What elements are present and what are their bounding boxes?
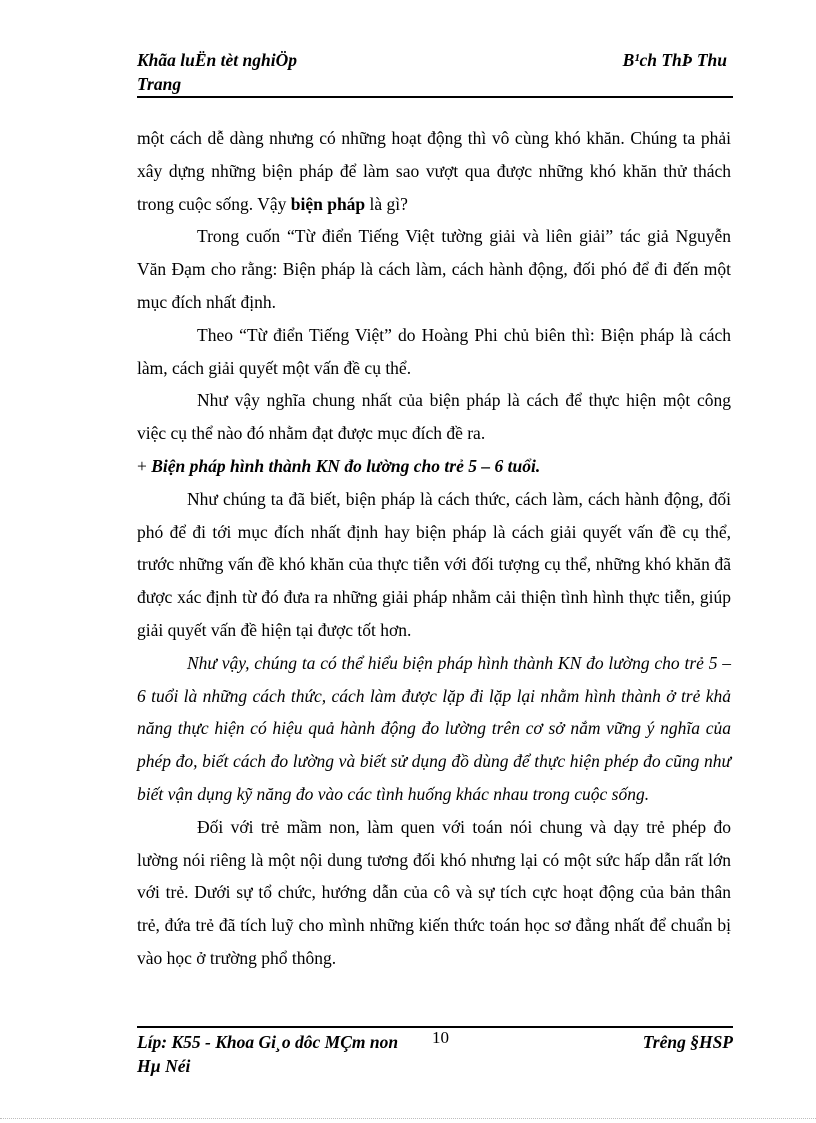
paragraph-1: một cách dễ dàng nhưng có những hoạt động thì vô cùng khó khăn. Chúng ta phải xây dựng những biện pháp để làm sao vượt qua được những khó khăn thử thách trong cuộc sống. Vậy biện pháp là gì? [137, 128, 731, 214]
page-header [137, 48, 733, 98]
body-text [137, 122, 731, 975]
paragraph-3: Theo “Từ điển Tiếng Việt” do Hoàng Phi chủ biên thì: Biện pháp là cách làm, cách giải quyết một vấn đề cụ thể. [137, 324, 731, 378]
paragraph-2: Trong cuốn “Từ điển Tiếng Việt tường giải và liên giải” tác giả Nguyễn Văn Đạm cho rằng: Biện pháp là cách làm, cách hành động, đối phó để đi đến một mục đích nhất định. [137, 226, 731, 312]
paragraph-4: Như vậy nghĩa chung nhất của biện pháp là cách để thực hiện một công việc cụ thể nào đó nhằm đạt được mục đích đề ra. [137, 390, 731, 444]
paragraph-6-italic: Như vậy, chúng ta có thể hiểu biện pháp hình thành KN đo lường cho trẻ 5 – 6 tuổi là những cách thức, cách làm được lặp đi lặp lại nhằm hình thành ở trẻ khả năng thực hiện có hiệu quả hành động đo lường trên cơ sở nắm vững ý nghĩa của phép đo, biết cách đo lường và biết sử dụng đồ dùng để thực hiện phép đo cũng như biết vận dụng kỹ năng đo vào các tình huống khác nhau trong cuộc sống. [137, 652, 731, 804]
page-number: 10 [432, 1028, 449, 1047]
header-left [137, 48, 297, 96]
header-trang: Trang [137, 74, 182, 94]
header-rule [137, 96, 733, 98]
footer-school: Trêng §HSP [642, 1032, 733, 1052]
page-footer [137, 1030, 733, 1078]
section-heading: + Biện pháp hình thành KN đo lường cho trẻ 5 – 6 tuổi. [137, 455, 541, 476]
page-bottom-dotted-border [0, 1118, 816, 1119]
footer-city: Hµ Néi [137, 1056, 191, 1076]
footer-class: Líp: K55 - Khoa Gi¸o dôc MÇm non [137, 1032, 399, 1052]
header-thesis-title: Khãa luËn tèt nghiÖp [137, 50, 297, 70]
header-author: B¹ch ThÞ Thu [622, 50, 727, 70]
paragraph-7: Đối với trẻ mầm non, làm quen với toán nói chung và dạy trẻ phép đo lường nói riêng là một nội dung tương đối khó nhưng lại có một sức hấp dẫn rất lớn với trẻ. Dưới sự tổ chức, hướng dẫn của cô và sự tích cực hoạt động của bản thân trẻ, đứa trẻ đã tích luỹ cho mình những kiến thức toán học sơ đẳng nhất để chuẩn bị vào học ở trường phổ thông. [137, 816, 731, 968]
bold-term: biện pháp [290, 193, 366, 214]
paragraph-5: Như chúng ta đã biết, biện pháp là cách thức, cách làm, cách hành động, đối phó để đi tới mục đích nhất định hay biện pháp là cách giải quyết vấn đề cụ thể, trước những vấn đề khó khăn của thực tiễn với đối tượng cụ thể, những khó khăn đã được xác định từ đó đưa ra những giải pháp nhằm cải thiện tình hình thực tiễn, giúp giải quyết vấn đề hiện tại được tốt hơn. [137, 488, 731, 640]
footer-left [137, 1030, 398, 1078]
